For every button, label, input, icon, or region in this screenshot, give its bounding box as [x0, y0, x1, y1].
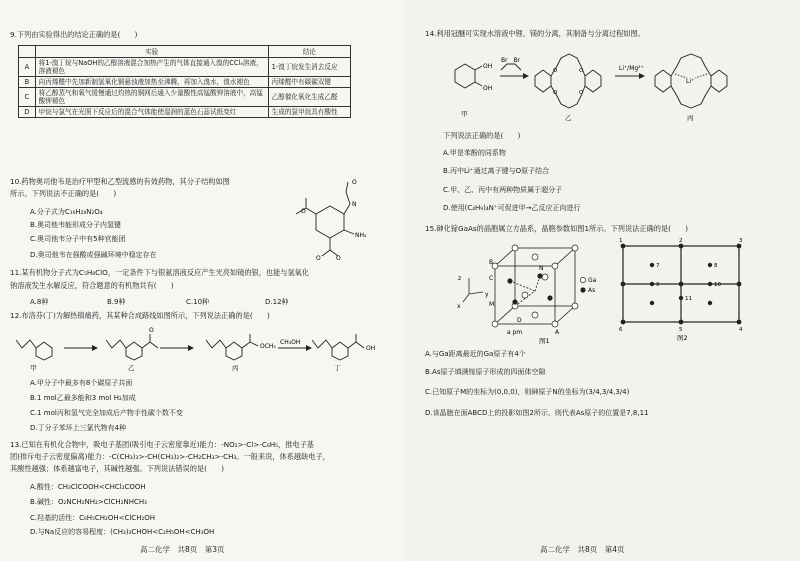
q12-label: 甲	[30, 364, 37, 372]
q14-crown-ether-route	[435, 40, 780, 125]
q12-label: 丙	[232, 364, 239, 372]
q15-fig2-caption: 图2	[677, 334, 688, 341]
row-conclusion: 丙烯醛中有碳碳双键	[268, 77, 350, 88]
page-footer: 高二化学 共8页 第4页	[540, 545, 625, 554]
svg-text:3: 3	[739, 238, 743, 244]
q12-option: B.1 mol乙最多能和3 mol H₂加成	[30, 394, 136, 402]
page-right	[405, 0, 800, 561]
svg-text:O: O	[316, 255, 321, 261]
row-conclusion: 1-溴丁烷发生消去反应	[268, 58, 350, 77]
row-experiment: 将1-溴丁烷与NaOH的乙醇溶液混合加热产生的气体直接通入溴的CCl₄溶液，溶液褪色	[35, 58, 268, 77]
q15-fig1-caption: 图1	[539, 337, 550, 345]
q13-stem: 13.已知在有机化合物中，吸电子基团(吸引电子云密度靠近)能力：-NO₂>-Cl>-C₆H₅，推电子基	[10, 440, 314, 449]
svg-text:y: y	[485, 291, 489, 298]
q14-option: D.使用(C₄H₉)₄N⁺可促进甲→乙反应正向进行	[443, 204, 581, 212]
svg-text:8: 8	[714, 263, 718, 269]
row-experiment: 将乙醇蒸气和氧气缓慢通过灼热的铜网后通入少量酸性高锰酸钾溶液中，高锰酸钾褪色	[35, 88, 268, 107]
q12-label: 丁	[334, 364, 341, 372]
q14-label: 甲	[461, 110, 468, 118]
q12-option: D.丁分子苯环上三氯代物有4种	[30, 424, 127, 432]
q14-option: C.甲、乙、丙中有两种物质属于超分子	[443, 186, 563, 194]
q15-option: C.已知原子M的坐标为(0,0,0)，则砷原子N的坐标为(3/4,3/4,3/4)	[425, 388, 630, 396]
q15-projection-figure2	[613, 236, 753, 341]
svg-text:1: 1	[619, 238, 623, 244]
q12-reagent: CH₃OH	[280, 339, 301, 346]
q11-stem: 钠溶液发生水解反应，符合题意的有机物共有( )	[10, 281, 174, 290]
q11-option: D.12种	[265, 298, 289, 306]
svg-text:z: z	[458, 275, 462, 282]
table-header-row	[19, 46, 351, 58]
q14-option: A.甲是苯酚的同系物	[443, 149, 506, 157]
svg-text:O: O	[553, 90, 558, 96]
table-header: 结论	[268, 46, 350, 58]
q11-option: C.10种	[186, 298, 210, 306]
svg-text:O: O	[149, 327, 154, 334]
table-header	[19, 46, 36, 58]
q10-stem: 所示。下列说法不正确的是( )	[10, 189, 117, 198]
legend-ga: Ga	[588, 277, 597, 284]
q13-option: A.酸性：CH₃ClCOOH<CHCl₂COOH	[30, 483, 146, 491]
table-row	[19, 77, 351, 88]
q12-option: C.1 mol丙和氢气完全加成后产物手性碳个数不变	[30, 409, 183, 417]
q10-option: C.奥司他韦分子中有5种官能团	[30, 235, 126, 243]
svg-text:O: O	[553, 68, 558, 74]
q14-reagent: Br Br	[501, 57, 521, 64]
svg-text:OH: OH	[483, 85, 493, 92]
q12-option: A.甲分子中最多有8个碳原子共面	[30, 379, 133, 387]
q14-ion: Li⁺	[686, 78, 695, 85]
q13-stem: 团(排斥电子云密度偏离)能力：-C(CH₃)₃>-CH(CH₃)₂>-CH₂CH₃>-CH₃。一般来说，体系越缺电子，	[10, 452, 330, 461]
q14-option: B.丙中Li⁺通过离子键与O原子结合	[443, 167, 550, 175]
q12-synthesis-route	[10, 322, 395, 372]
q14-label: 乙	[565, 114, 572, 122]
svg-text:O: O	[336, 255, 341, 261]
q14-label: 丙	[687, 114, 694, 122]
legend-as: As	[588, 287, 596, 294]
q15-unit-cell-figure1	[455, 236, 605, 346]
row-key: C	[19, 88, 36, 107]
q9-stem: 9.下列由实验得出的结论正确的是( )	[10, 30, 138, 39]
svg-text:6: 6	[619, 327, 623, 333]
row-experiment: 甲烷与氯气在光照下反应后的混合气体能使湿润的蓝色石蕊试纸变红	[35, 107, 268, 118]
svg-text:9: 9	[656, 282, 660, 288]
svg-text:O: O	[352, 179, 357, 186]
svg-text:D: D	[517, 317, 522, 324]
table-header: 实验	[35, 46, 268, 58]
row-experiment: 向丙烯醛中先加新制氢氧化铜悬浊液加热至沸腾，再加入溴水，溴水褪色	[35, 77, 268, 88]
svg-text:x: x	[457, 303, 461, 310]
table-row	[19, 88, 351, 107]
q11-stem: 11.某有机物分子式为C₅H₈ClO，一定条件下与银氨溶液反应产生光亮如镜的银，也能与氢氧化	[10, 268, 310, 277]
row-key: D	[19, 107, 36, 118]
page-footer: 高二化学 共8页 第3页	[140, 545, 225, 554]
table-row	[19, 107, 351, 118]
svg-text:A: A	[555, 329, 560, 336]
svg-text:5: 5	[679, 327, 683, 333]
table-row	[19, 58, 351, 77]
q15-option: B.As原子填满镓原子形成的四面体空隙	[425, 368, 546, 376]
q15-option: A.与Ga距离最近的Ga原子有4个	[425, 350, 526, 358]
svg-text:N: N	[352, 201, 357, 208]
row-conclusion: 生成的氯甲烷具有酸性	[268, 107, 350, 118]
svg-text:B: B	[489, 259, 494, 266]
q12-label: 乙	[128, 364, 135, 372]
svg-text:M: M	[489, 301, 495, 308]
row-conclusion: 乙醇催化氧化生成乙醛	[268, 88, 350, 107]
oseltamivir-structure	[286, 176, 376, 261]
q9-table	[18, 45, 351, 118]
row-key: A	[19, 58, 36, 77]
q13-option: B.碱性：O₂NCH₂NH₂>ClCH₂NHCH₃	[30, 498, 147, 506]
q13-option: C.羟基的活性：C₆H₅CH₂OH<ClCH₂OH	[30, 514, 156, 522]
svg-text:OH: OH	[483, 63, 493, 70]
q11-option: B.9种	[107, 298, 126, 306]
q10-option: B.奥司他韦能形成分子内氢键	[30, 221, 122, 229]
q15-stem: 15.砷化镓GaAs的晶胞属立方晶系，晶胞参数如图1所示。下列说法正确的是( )	[425, 224, 689, 233]
svg-text:2: 2	[679, 238, 683, 244]
svg-text:O: O	[579, 90, 584, 96]
q14-ask: 下列说法正确的是( )	[443, 131, 521, 140]
svg-text:N: N	[539, 265, 544, 272]
q14-reagent-ion: Li⁺/Mg²⁺	[619, 65, 644, 72]
q11-option: A.8种	[30, 298, 49, 306]
svg-text:4: 4	[739, 327, 743, 333]
svg-text:11: 11	[685, 296, 692, 302]
row-key: B	[19, 77, 36, 88]
svg-text:7: 7	[656, 263, 660, 269]
svg-text:10: 10	[714, 282, 721, 288]
svg-text:C: C	[489, 275, 494, 282]
q10-option: D.奥司他韦在强酸或强碱环境中稳定存在	[30, 251, 157, 259]
q12-stem: 12.布洛芬(丁)为解热镇痛药，其某种合成路线如图所示，下列说法正确的是( )	[10, 311, 270, 320]
q10-stem: 10.药物奥司他韦是治疗甲型和乙型流感的有效药物，其分子结构如图	[10, 177, 230, 186]
svg-text:OCH₃: OCH₃	[260, 343, 276, 350]
svg-text:NH₂: NH₂	[355, 232, 367, 239]
q13-stem: 其酸性越强；体系越富电子，其碱性越强。下列说法错误的是( )	[10, 464, 225, 473]
q10-option: A.分子式为C₁₆H₂₈N₂O₄	[30, 208, 103, 216]
svg-text:OH: OH	[366, 345, 376, 352]
q15-cell-param: a pm	[507, 329, 523, 336]
q15-option: D.该晶胞在面ABCD上的投影如图2所示，则代表As原子的位置是7,8,11	[425, 409, 649, 417]
q14-stem: 14.利用冠醚可实现水溶液中锂、镁的分离，其制备与分离过程如图。	[425, 29, 645, 38]
svg-text:O: O	[301, 208, 306, 215]
q13-option: D.与Na反应的容易程度：(CH₃)₃CHOH<C₂H₅OH<CH₃OH	[30, 528, 215, 536]
svg-text:O: O	[579, 68, 584, 74]
